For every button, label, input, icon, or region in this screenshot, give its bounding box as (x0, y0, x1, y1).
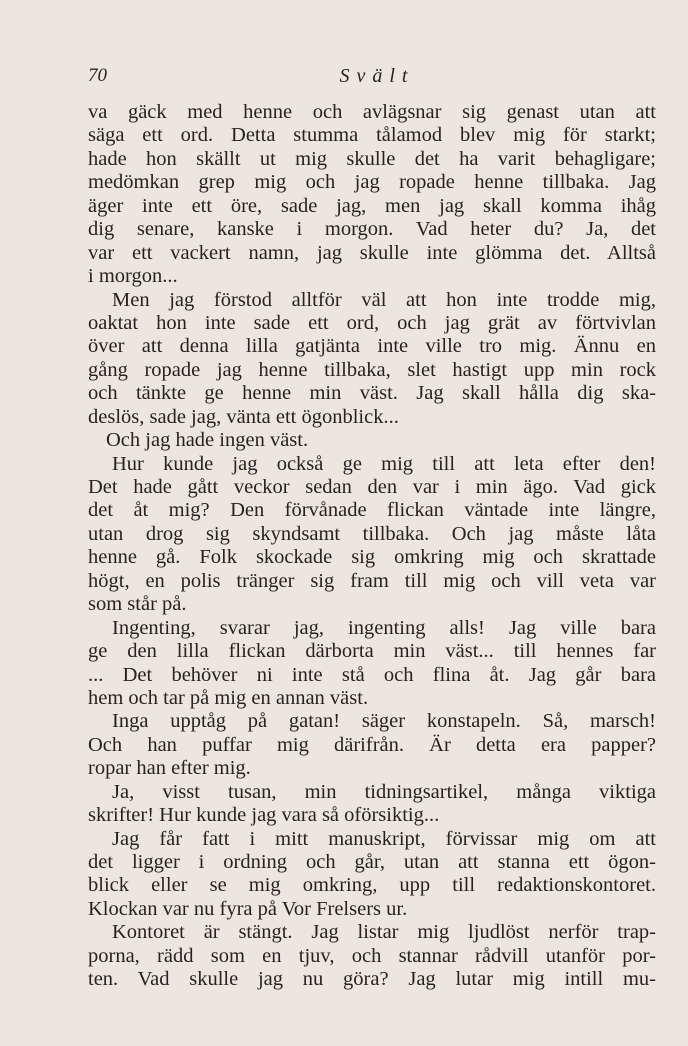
text-line: deslös, sade jag, vänta ett ögonblick... (88, 405, 399, 428)
text-line: ... Det behöver ni inte stå och flina åt. Jag går bara (88, 663, 656, 686)
text-line: äger inte ett öre, sade jag, men jag skall komma ihåg (88, 194, 656, 217)
text-line: i morgon... (88, 265, 178, 288)
body-text (88, 101, 656, 992)
text-line: det ligger i ordning och går, utan att stanna ett ögon- (88, 851, 656, 873)
text-line: Jag får fatt i mitt manuskript, förvissar mig om att (112, 827, 656, 850)
text-line: ge den lilla flickan därborta min väst... till hennes far (88, 640, 656, 663)
text-line: Klockan var nu fyra på Vor Frelsers ur. (88, 897, 408, 920)
text-line: blick eller se mig omkring, upp till redaktionskontoret. (88, 874, 656, 897)
text-line: var ett vackert namn, jag skulle inte glömma det. Alltså (88, 241, 656, 264)
text-line: skrifter! Hur kunde jag vara så oförsiktig... (88, 804, 440, 827)
page-number: 70 (88, 65, 107, 86)
text-line: ten. Vad skulle jag nu göra? Jag lutar mig intill mu- (88, 968, 656, 991)
text-line: Och jag hade ingen väst. (106, 429, 309, 452)
text-line: Och han puffar mig därifrån. Är detta era papper? (88, 733, 656, 756)
page-header (88, 62, 656, 92)
text-line: henne gå. Folk skockade sig omkring mig och skrattade (88, 546, 656, 569)
text-line: Det hade gått veckor sedan den var i min ägo. Vad gick (88, 476, 656, 498)
text-line: ropar han efter mig. (88, 757, 251, 780)
text-line: över att denna lilla gatjänta inte ville tro mig. Ännu en (88, 335, 656, 358)
text-line: gång ropade jag henne tillbaka, slet hastigt upp min rock (88, 358, 656, 381)
text-line: porna, rädd som en tjuv, och stannar rådvill utanför por- (88, 944, 656, 967)
text-line: Ingenting, svarar jag, ingenting alls! Jag ville bara (112, 616, 656, 639)
text-line: Ja, visst tusan, min tidningsartikel, många viktiga (112, 780, 656, 803)
running-title: Svält (339, 65, 415, 87)
text-line: som står på. (88, 593, 187, 616)
text-line: det åt mig? Den förvånade flickan väntade inte längre, (88, 499, 656, 522)
text-line: medömkan grep mig och jag ropade henne tillbaka. Jag (88, 171, 656, 194)
text-line: och tänkte ge henne min väst. Jag skall hålla dig ska- (88, 382, 656, 405)
text-line: högt, en polis tränger sig fram till mig och vill veta var (88, 569, 656, 592)
text-line: Kontoret är stängt. Jag listar mig ljudlöst nerför trap- (112, 921, 656, 944)
text-line: hem och tar på mig en annan väst. (88, 686, 369, 709)
text-line: Hur kunde jag också ge mig till att leta efter den! (112, 452, 656, 475)
text-line: säga ett ord. Detta stumma tålamod blev mig för starkt; (88, 124, 656, 147)
text-line: Inga upptåg på gatan! säger konstapeln. Så, marsch! (112, 710, 656, 733)
text-line: hade hon skällt ut mig skulle det ha varit behagligare; (88, 147, 656, 170)
text-line: Men jag förstod alltför väl att hon inte trodde mig, (112, 288, 656, 311)
text-line: utan drog sig skyndsamt tillbaka. Och jag måste låta (88, 522, 656, 545)
text-line: va gäck med henne och avlägsnar sig genast utan att (88, 101, 656, 123)
text-line: dig senare, kanske i morgon. Vad heter du? Ja, det (88, 218, 656, 241)
text-line: oaktat hon inte sade ett ord, och jag grät av förtvivlan (88, 311, 656, 334)
